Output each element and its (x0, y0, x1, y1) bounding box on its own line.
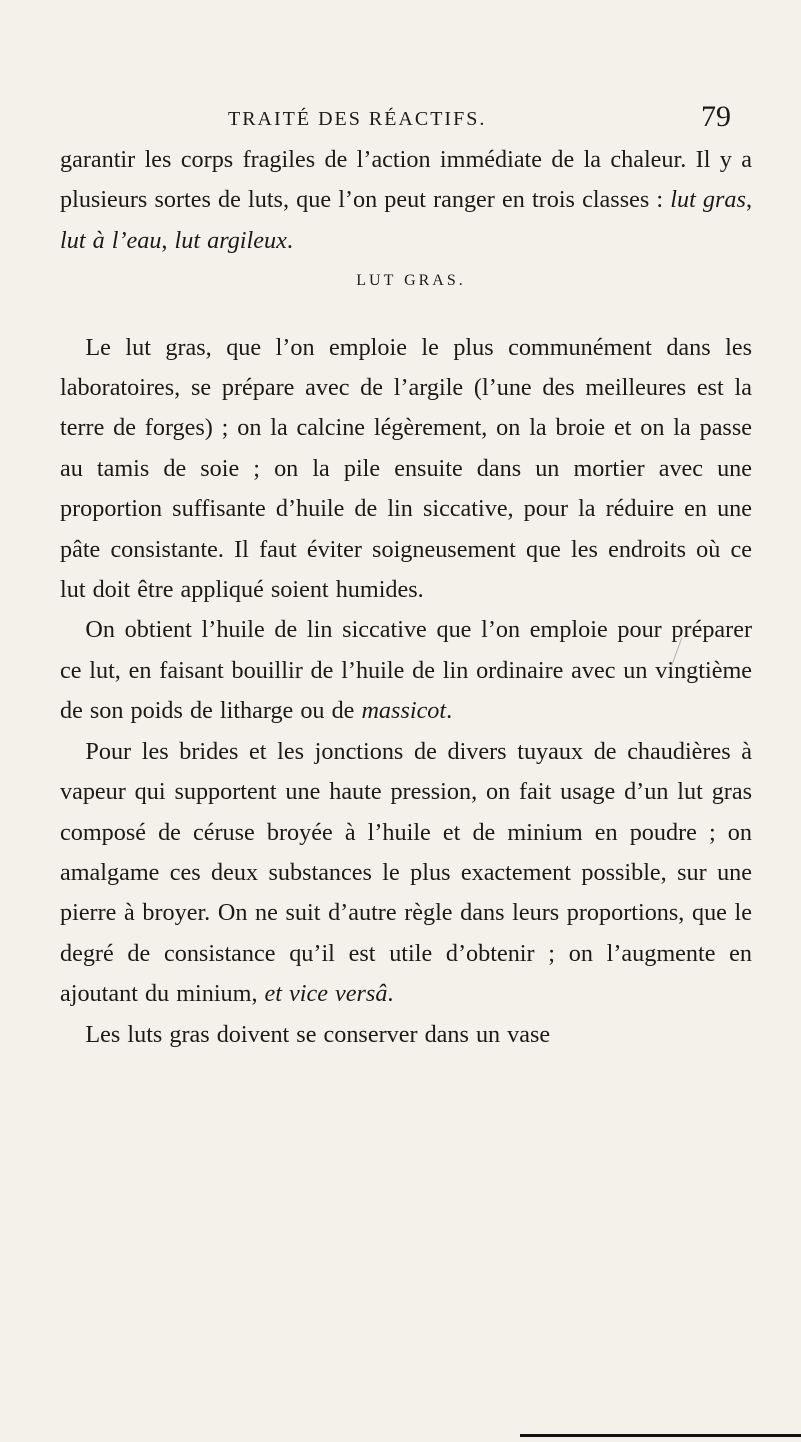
paragraph (60, 732, 752, 1015)
section-heading: LUT GRAS. (356, 272, 466, 290)
text-run: garantir les corps fragiles de l’action immédiate de la chaleur. Il y a plusieurs sortes de luts, que l’on peut ranger en trois classes : (60, 146, 752, 214)
text-run: , (161, 226, 175, 254)
paragraph (60, 610, 752, 731)
text-run: . (286, 226, 293, 254)
text-run: On obtient l’huile de lin siccative que l’on emploie pour préparer ce lut, en faisant bouillir de l’huile de lin ordinaire avec un vingtième de son poids de litharge ou de (60, 616, 752, 725)
italic-term: et vice versâ (264, 980, 388, 1008)
text-run: , (745, 186, 752, 214)
text-run: Pour les brides et les jonctions de divers tuyaux de chaudières à vapeur qui supportent une haute pression, on fait usage d’un lut gras composé de céruse broyée à l’huile et de minium en poudre ; on amalgame ces deux substances le plus exactement possible, sur une pierre à broyer. On ne suit d’autre règle dans leurs proportions, que le degré de consistance qu’il est utile d’obtenir ; on l’augmente en ajoutant du minium, (60, 737, 752, 1008)
page-number: 79 (701, 100, 731, 133)
italic-term: lut gras (670, 186, 746, 214)
page-header (0, 100, 801, 140)
text-run: . (387, 980, 394, 1008)
bottom-edge-rule (520, 1434, 801, 1437)
paragraph: Le lut gras, que l’on emploie le plus communément dans les laboratoires, se prépare avec de l’argile (l’une des meilleures est la terre de forges) ; on la calcine légèrement, on la broie et on la passe au tamis de soie ; on la pile ensuite dans un mortier avec une proportion suffisante d’huile de lin siccative, pour la réduire en une pâte consistante. Il faut éviter soigneusement que les endroits où ce lut doit être appliqué soient humides. (60, 333, 752, 604)
running-head: TRAITÉ DES RÉACTIFS. (228, 108, 487, 130)
italic-term: lut argileux (174, 226, 287, 254)
paragraph: Les luts gras doivent se conserver dans un vase (85, 1020, 551, 1048)
italic-term: massicot (361, 697, 447, 725)
italic-term: lut à l’eau (60, 226, 162, 254)
text-run: . (446, 697, 453, 725)
paragraph-continuation (60, 140, 752, 261)
body-text (60, 140, 752, 1055)
